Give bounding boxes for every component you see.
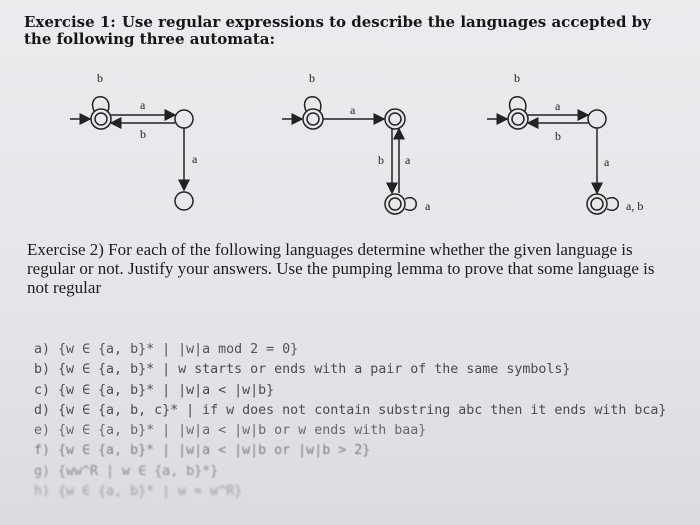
automaton-1-state-2 — [175, 110, 193, 128]
automaton-3-state-start — [508, 109, 528, 129]
automaton-2-state-2-inner — [389, 113, 401, 125]
automaton-1-bottom-label: b — [140, 127, 146, 141]
list-item: g) {ww^R | w ∈ {a, b}*} — [34, 463, 219, 479]
automaton-3-state-3 — [587, 194, 607, 214]
automaton-3-state-2 — [588, 110, 606, 128]
list-item: e) {w ∈ {a, b}* | |w|a < |w|b or w ends with baa} — [34, 423, 427, 439]
list-item: d) {w ∈ {a, b, c}* | if w does not contain substring abc then it ends with bca} — [34, 402, 667, 418]
automaton-1-state-start-inner — [95, 113, 107, 125]
list-item: c) {w ∈ {a, b}* | |w|a < |w|b} — [34, 382, 275, 398]
automaton-3-state-start-inner — [512, 113, 524, 125]
automaton-3 — [487, 97, 618, 214]
automaton-3-final-loop-label: a, b — [626, 199, 644, 213]
automata-diagrams — [0, 60, 700, 235]
automaton-2-final-loop — [405, 198, 416, 211]
automaton-3-down-label: a — [604, 155, 610, 169]
automaton-2-state-3-inner — [389, 198, 401, 210]
automaton-3-top-label: a — [555, 99, 561, 113]
automaton-3-loop-label: b — [514, 71, 520, 85]
automaton-2-state-start — [303, 109, 323, 129]
automaton-2-state-start-inner — [307, 113, 319, 125]
automaton-3-final-loop — [607, 198, 618, 211]
automaton-1 — [70, 97, 193, 210]
automaton-2-top-label: a — [350, 103, 356, 117]
automaton-2-left-label: b — [378, 153, 384, 167]
list-item: a) {w ∈ {a, b}* | |w|a mod 2 = 0} — [34, 342, 299, 357]
automaton-2-state-3 — [385, 194, 405, 214]
exercise-1-text: Use regular expressions to describe the languages accepted by the following three automata: — [24, 13, 651, 48]
exercise-1-heading — [24, 14, 674, 48]
list-item: f) {w ∈ {a, b}* | |w|a < |w|b or |w|b > 2} — [34, 443, 371, 459]
automaton-1-state-3 — [175, 192, 193, 210]
exercise-2-text: Exercise 2) For each of the following languages determine whether the given language is regular or not. Justify your answers. Use the pumping lemma to prove that some language is not regular — [27, 240, 655, 297]
exercise-1-label: Exercise 1: — [24, 13, 116, 31]
automaton-1-down-label: a — [192, 152, 198, 166]
automaton-2-final-loop-label: a — [425, 199, 431, 213]
automaton-1-top-label: a — [140, 98, 146, 112]
language-list — [34, 340, 674, 502]
automaton-2-loop-label: b — [309, 71, 315, 85]
list-item: h) {w ∈ {a, b}* | w = w^R} — [34, 484, 243, 500]
automaton-3-bottom-label: b — [555, 129, 561, 143]
automaton-1-state-start — [91, 109, 111, 129]
list-item: b) {w ∈ {a, b}* | w starts or ends with a pair of the same symbols} — [34, 362, 571, 378]
automaton-3-state-3-inner — [591, 198, 603, 210]
automaton-2-right-label: a — [405, 153, 411, 167]
automaton-2-state-2 — [385, 109, 405, 129]
automaton-1-loop-label: b — [97, 71, 103, 85]
